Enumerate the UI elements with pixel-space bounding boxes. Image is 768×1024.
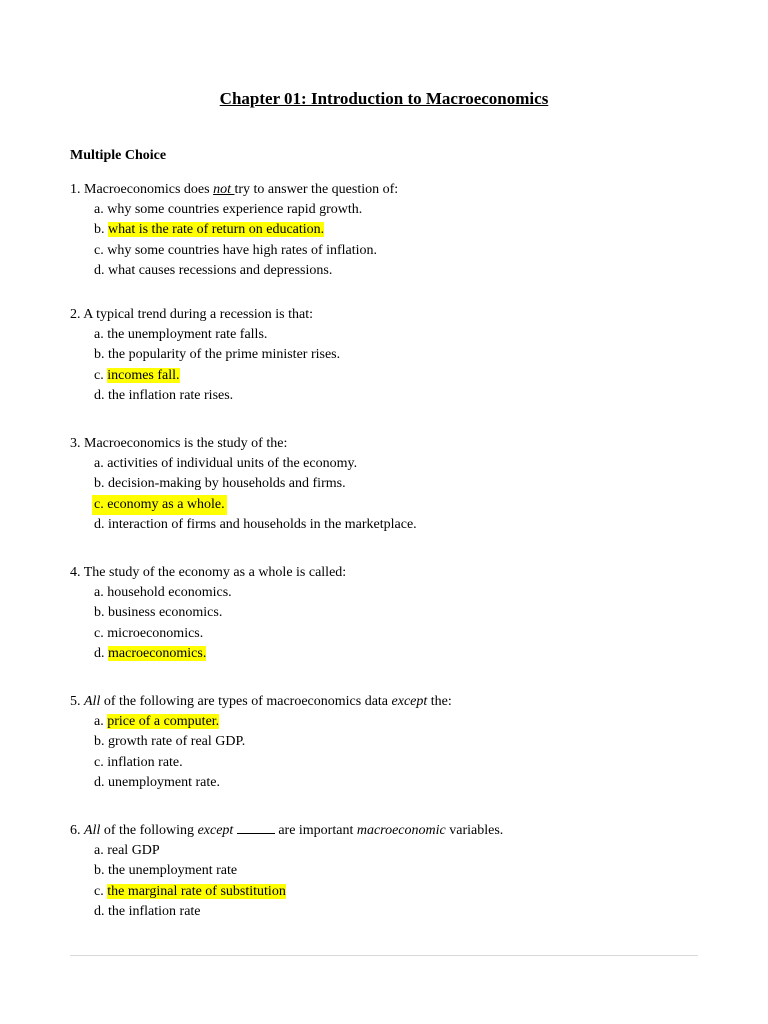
option-letter: a. [94,202,104,217]
option-text: the unemployment rate falls. [107,327,268,342]
option-text: growth rate of real GDP. [108,734,246,750]
option-letter: b. [94,863,105,879]
stem-text: try to answer the question of: [234,182,399,197]
highlighted-answer: economy as a whole. [107,496,225,512]
option-text: business economics. [108,605,223,621]
option-text: household economics. [107,585,232,600]
stem-text: variables. [445,823,504,838]
answer-option [70,474,710,494]
stem-text: are important [274,823,357,838]
answer-options [70,200,710,282]
answer-option [70,841,710,861]
option-letter: c. [94,625,104,641]
option-letter: d. [94,263,105,279]
highlighted-answer: the marginal rate of substitution [107,883,286,899]
option-text: the popularity of the prime minister rises. [108,347,341,363]
answer-option-correct [70,495,710,515]
question-3 [70,434,710,536]
option-letter: d. [94,646,105,662]
answer-blank [237,821,275,834]
answer-option [70,624,710,644]
question-1 [70,180,710,282]
answer-option [70,861,710,881]
chapter-title: Chapter 01: Introduction to Macroeconomics [219,89,549,108]
option-text: interaction of firms and households in the marketplace. [108,517,417,533]
question-4 [70,563,710,665]
answer-options [70,841,710,923]
question-stem [70,692,710,712]
section-heading: Multiple Choice [70,148,167,163]
stem-text: Macroeconomics is the study of the: [84,436,288,451]
option-letter: c. [94,367,104,383]
question-stem [70,180,710,200]
answer-option [70,753,710,773]
answer-option [70,583,710,603]
question-6 [70,821,710,923]
option-letter: b. [94,222,105,238]
stem-emphasis: macroeconomic [356,823,446,838]
stem-text: The study of the economy as a whole is called: [83,565,347,580]
option-letter: c. [94,754,104,770]
question-number: 1. [70,182,81,197]
question-2 [70,305,710,407]
answer-option [70,386,710,406]
stem-emphasis: not [213,182,235,197]
highlighted-answer: what is the rate of return on education. [108,222,325,238]
stem-emphasis: except [391,694,428,709]
answer-option [70,261,710,281]
option-text: why some countries experience rapid growth. [107,202,363,217]
highlighted-answer-row [92,495,227,515]
question-5 [70,692,710,794]
answer-options [70,325,710,407]
option-text: unemployment rate. [108,775,220,791]
answer-option [70,515,710,535]
option-letter: b. [94,347,105,363]
answer-option [70,773,710,793]
option-letter: c. [94,496,104,512]
stem-text: A typical trend during a recession is that: [83,307,314,322]
question-number: 6. [70,823,81,838]
answer-option-correct [70,644,710,664]
option-letter: d. [94,388,105,404]
stem-text: the: [427,694,452,709]
question-number: 3. [70,436,81,451]
answer-option [70,902,710,922]
option-letter: d. [94,775,105,791]
option-letter: a. [94,327,104,342]
option-text: the inflation rate [108,904,201,920]
answer-option-correct [70,220,710,240]
answer-option [70,603,710,623]
highlighted-answer: incomes fall. [107,367,180,383]
answer-option-correct [70,712,710,732]
question-stem [70,563,710,583]
question-number: 5. [70,694,81,709]
option-text: what causes recessions and depressions. [108,263,333,279]
option-letter: d. [94,904,105,920]
answer-option [70,345,710,365]
stem-text: Macroeconomics does [84,182,214,197]
option-letter: b. [94,605,105,621]
stem-emphasis: All [84,694,101,709]
option-letter: a. [94,843,104,858]
option-letter: a. [94,456,104,471]
question-stem [70,434,710,454]
stem-emphasis: All [84,823,101,838]
option-text: microeconomics. [107,625,204,641]
question-stem [70,821,710,841]
question-stem [70,305,710,325]
highlighted-answer: macroeconomics. [108,646,207,662]
answer-option [70,200,710,220]
option-text: why some countries have high rates of inflation. [107,242,378,258]
option-letter: c. [94,242,104,258]
answer-option [70,732,710,752]
page-divider [70,955,698,956]
question-number: 4. [70,565,81,580]
option-letter: b. [94,734,105,750]
option-text: decision-making by households and firms. [108,476,346,492]
option-letter: b. [94,476,105,492]
answer-option [70,241,710,261]
stem-emphasis: except [197,823,234,838]
question-number: 2. [70,307,81,322]
option-text: activities of individual units of the economy. [107,456,358,471]
option-letter: a. [94,714,104,729]
answer-option-correct [70,366,710,386]
answer-option [70,325,710,345]
answer-options [70,712,710,794]
stem-text: of the following are types of macroeconomics data [100,694,392,709]
option-text: inflation rate. [107,754,183,770]
option-text: the inflation rate rises. [108,388,234,404]
answer-options [70,583,710,665]
option-text: the unemployment rate [108,863,238,879]
option-letter: d. [94,517,105,533]
option-text: real GDP [107,843,160,858]
option-letter: a. [94,585,104,600]
option-letter: c. [94,883,104,899]
answer-options [70,454,710,536]
highlighted-answer: price of a computer. [107,714,220,729]
stem-text: of the following [100,823,198,838]
answer-option-correct [70,882,710,902]
answer-option [70,454,710,474]
